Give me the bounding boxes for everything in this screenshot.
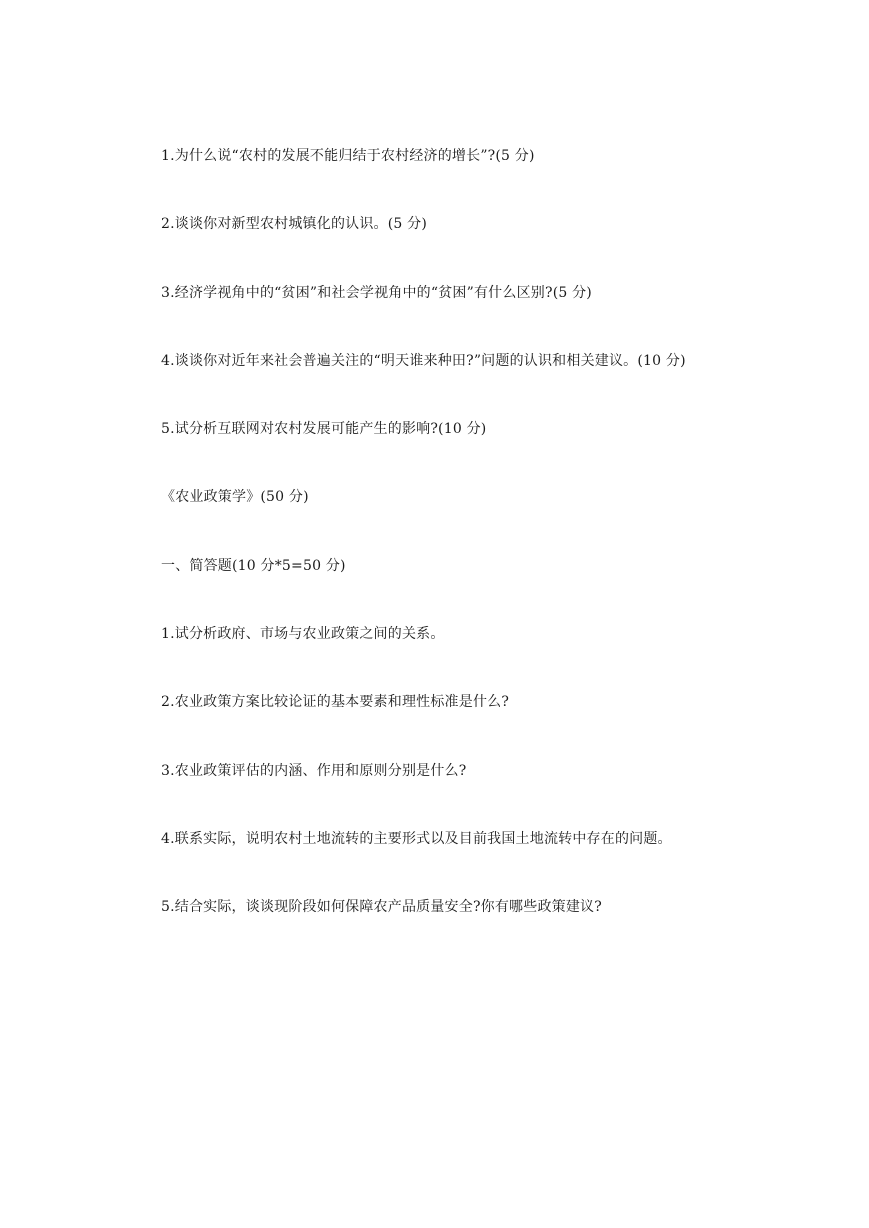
policy-question-1: 1.试分析政府、市场与农业政策之间的关系。 — [161, 626, 445, 642]
question-5: 5.试分析互联网对农村发展可能产生的影响?(10 分) — [161, 421, 487, 437]
policy-question-4: 4.联系实际，说明农村土地流转的主要形式以及目前我国土地流转中存在的问题。 — [161, 831, 672, 847]
policy-question-3: 3.农业政策评估的内涵、作用和原则分别是什么? — [161, 763, 467, 779]
section-heading: 一、简答题(10 分*5=50 分) — [161, 558, 346, 574]
question-1: 1.为什么说“农村的发展不能归结于农村经济的增长”?(5 分) — [161, 148, 535, 164]
question-4: 4.谈谈你对近年来社会普遍关注的“明天谁来种田?”问题的认识和相关建议。(10 分) — [161, 353, 686, 369]
question-3: 3.经济学视角中的“贫困”和社会学视角中的“贫困”有什么区别?(5 分) — [161, 285, 592, 301]
section-title: 《农业政策学》(50 分) — [161, 489, 309, 505]
policy-question-2: 2.农业政策方案比较论证的基本要素和理性标准是什么? — [161, 694, 510, 710]
question-2: 2.谈谈你对新型农村城镇化的认识。(5 分) — [161, 216, 428, 232]
policy-question-5: 5.结合实际，谈谈现阶段如何保障农产品质量安全?你有哪些政策建议? — [161, 899, 602, 915]
